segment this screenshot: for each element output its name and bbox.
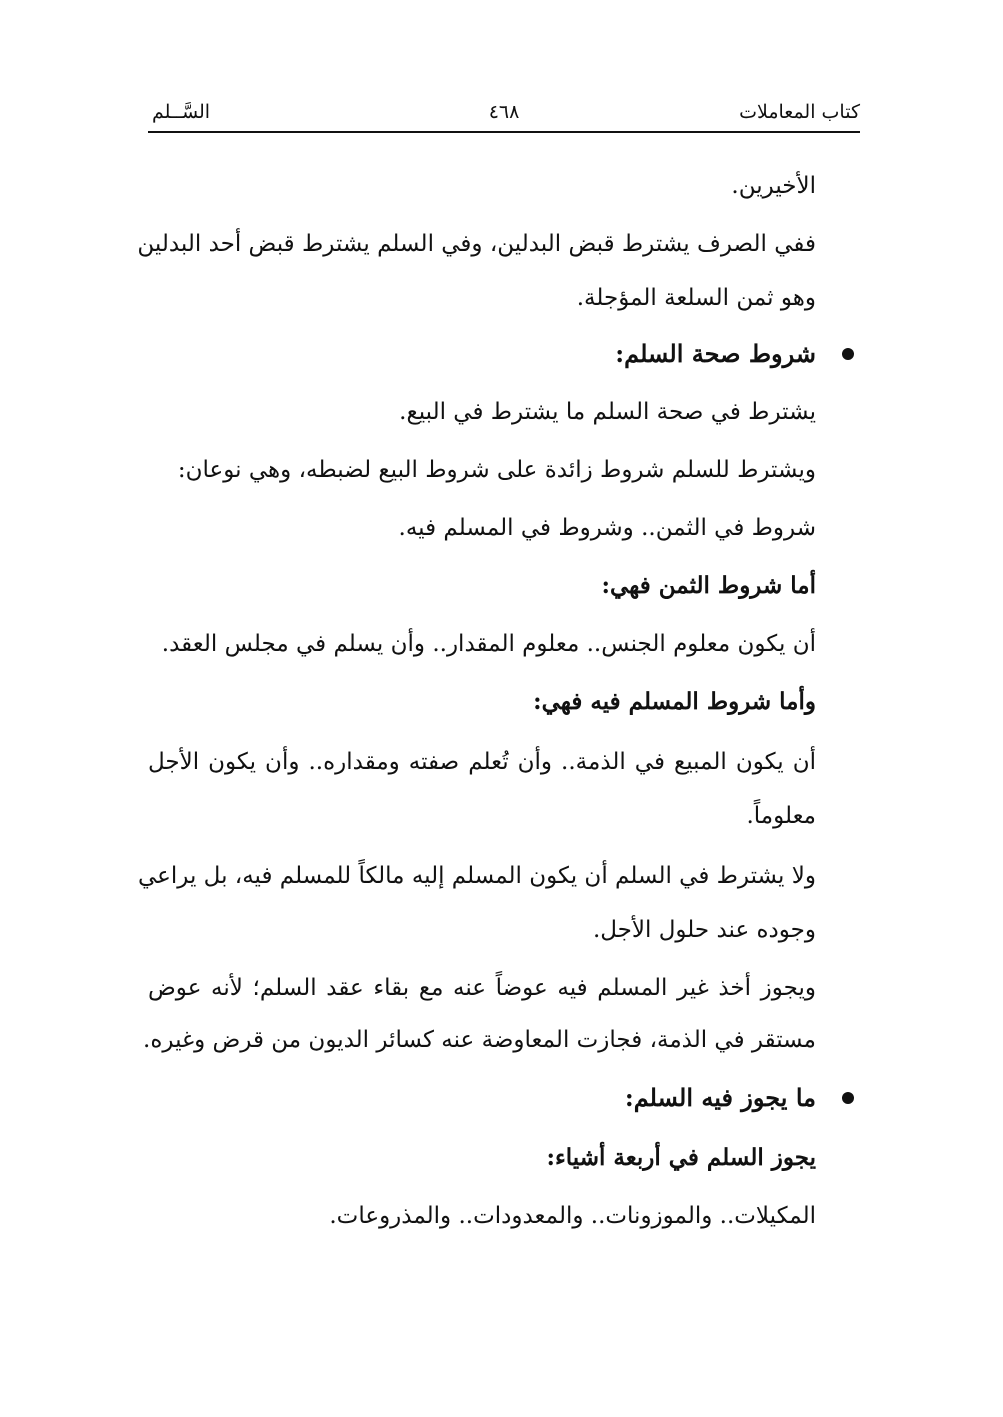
paragraph-line: أن يكون المبيع في الذمة.. وأن تُعلم صفته ومقداره.. وأن يكون الأجل xyxy=(148,749,816,775)
paragraph-line: شروط في الثمن.. وشروط في المسلم فيه. xyxy=(398,515,816,541)
bullet-icon xyxy=(842,1092,854,1104)
section-heading: شروط صحة السلم: xyxy=(615,339,816,368)
paragraph-line: وهو ثمن السلعة المؤجلة. xyxy=(576,285,816,311)
bullet-icon xyxy=(842,348,854,360)
paragraph-line: ففي الصرف يشترط قبض البدلين، وفي السلم يشترط قبض أحد البدلين xyxy=(137,231,816,257)
subheading: يجوز السلم في أربعة أشياء: xyxy=(546,1144,816,1171)
paragraph-line: ويجوز أخذ غير المسلم فيه عوضاً عنه مع بقاء عقد السلم؛ لأنه عوض xyxy=(148,975,816,1001)
paragraph-line: الأخيرين. xyxy=(731,173,816,199)
paragraph-line: يشترط في صحة السلم ما يشترط في البيع. xyxy=(399,399,816,425)
page-number: ٤٦٨ xyxy=(488,101,520,123)
section-heading: ما يجوز فيه السلم: xyxy=(624,1083,816,1112)
paragraph-line: معلوماً. xyxy=(746,803,816,829)
chapter-title: السَّــلم xyxy=(152,101,211,123)
book-title: كتاب المعاملات xyxy=(739,101,860,123)
subheading: وأما شروط المسلم فيه فهي: xyxy=(533,688,816,715)
subheading: أما شروط الثمن فهي: xyxy=(601,572,816,599)
paragraph-line: وجوده عند حلول الأجل. xyxy=(592,917,816,943)
paragraph-line: ويشترط للسلم شروط زائدة على شروط البيع لضبطه، وهي نوعان: xyxy=(177,457,816,483)
header-rule xyxy=(148,131,860,133)
paragraph-line: المكيلات.. والموزونات.. والمعدودات.. والمذروعات. xyxy=(329,1203,816,1229)
paragraph-line: أن يكون معلوم الجنس.. معلوم المقدار.. وأن يسلم في مجلس العقد. xyxy=(161,631,816,657)
paragraph-line: مستقر في الذمة، فجازت المعاوضة عنه كسائر الديون من قرض وغيره. xyxy=(143,1027,816,1053)
page-header xyxy=(148,98,860,132)
paragraph-line: ولا يشترط في السلم أن يكون المسلم إليه مالكاً للمسلم فيه، بل يراعي xyxy=(137,863,816,889)
